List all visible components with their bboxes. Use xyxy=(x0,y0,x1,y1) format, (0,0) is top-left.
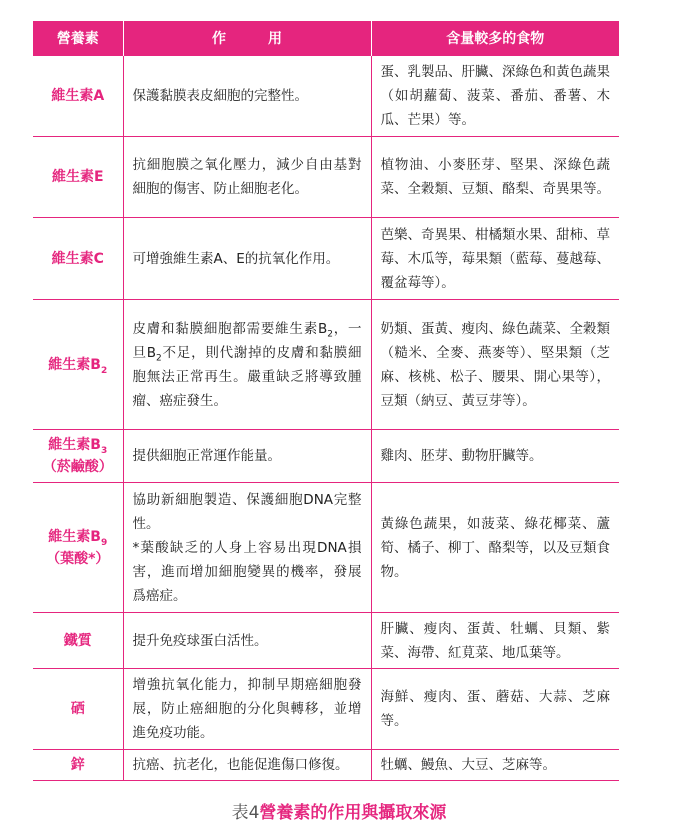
table-row xyxy=(33,137,619,218)
table-row xyxy=(33,483,619,613)
nutrient-function: 皮膚和黏膜細胞都需要維生素$B_2$，一旦$B_2$不足，則代謝掉的皮膚和黏膜細胞無法正常再生。嚴重缺乏將導致腫瘤、癌症發生。 xyxy=(123,300,371,430)
nutrient-function: 抗細胞膜之氧化壓力，減少自由基對細胞的傷害、防止細胞老化。 xyxy=(123,137,371,218)
table-row xyxy=(33,669,619,750)
nutrient-foods: 蛋、乳製品、肝臟、深綠色和黃色蔬果（如胡蘿蔔、菠菜、番茄、番薯、木瓜、芒果）等。 xyxy=(371,56,619,137)
header-function: 作 用 xyxy=(123,21,371,56)
nutrient-function: 保護黏膜表皮細胞的完整性。 xyxy=(123,56,371,137)
table-row xyxy=(33,56,619,137)
nutrient-foods: 牡蠣、鰻魚、大豆、芝麻等。 xyxy=(371,750,619,781)
nutrient-table xyxy=(33,21,619,781)
nutrient-foods: 雞肉、胚芽、動物肝臟等。 xyxy=(371,430,619,483)
nutrient-alias: （菸鹼酸） xyxy=(42,459,113,475)
table-row xyxy=(33,750,619,781)
nutrient-name: 維生素A xyxy=(33,56,123,137)
table-row xyxy=(33,613,619,669)
table-caption xyxy=(0,798,678,823)
nutrient-function: 提升免疫球蛋白活性。 xyxy=(123,613,371,669)
nutrient-function: 抗癌、抗老化，也能促進傷口修復。 xyxy=(123,750,371,781)
nutrient-name: 維生素$B_3$ （菸鹼酸） xyxy=(33,430,123,483)
table-header-row xyxy=(33,21,619,56)
caption-number: 表4 xyxy=(231,803,260,823)
nutrient-name: 鋅 xyxy=(33,750,123,781)
nutrient-function: 協助新細胞製造、保護細胞DNA完整性。 *葉酸缺乏的人身上容易出現DNA損害，進而增加細胞變異的機率，發展爲癌症。 xyxy=(123,483,371,613)
nutrient-foods: 海鮮、瘦肉、蛋、蘑菇、大蒜、芝麻等。 xyxy=(371,669,619,750)
nutrient-foods: 肝臟、瘦肉、蛋黃、牡蠣、貝類、紫菜、海帶、紅莧菜、地瓜葉等。 xyxy=(371,613,619,669)
nutrient-foods: 黃綠色蔬果，如菠菜、綠花椰菜、蘆筍、橘子、柳丁、酪梨等，以及豆類食物。 xyxy=(371,483,619,613)
nutrient-name: 維生素E xyxy=(33,137,123,218)
table-row xyxy=(33,218,619,300)
footnote: *葉酸缺乏的人身上容易出現DNA損害，進而增加細胞變異的機率，發展爲癌症。 xyxy=(132,539,362,604)
nutrient-table-container xyxy=(33,21,619,781)
caption-title: 營養素的作用與攝取來源 xyxy=(259,803,447,823)
nutrient-name: 維生素C xyxy=(33,218,123,300)
nutrient-name: 維生素$B_2$ xyxy=(33,300,123,430)
header-foods: 含量較多的食物 xyxy=(371,21,619,56)
nutrient-foods: 植物油、小麥胚芽、堅果、深綠色蔬菜、全穀類、豆類、酪梨、奇異果等。 xyxy=(371,137,619,218)
nutrient-name: 鐵質 xyxy=(33,613,123,669)
table-row xyxy=(33,300,619,430)
header-nutrient: 營養素 xyxy=(33,21,123,56)
nutrient-name: 維生素$B_9$ （葉酸*） xyxy=(33,483,123,613)
nutrient-foods: 芭樂、奇異果、柑橘類水果、甜柿、草莓、木瓜等，莓果類（藍莓、蔓越莓、覆盆莓等）。 xyxy=(371,218,619,300)
nutrient-function: 可增強維生素A、E的抗氧化作用。 xyxy=(123,218,371,300)
nutrient-foods: 奶類、蛋黃、瘦肉、綠色蔬菜、全穀類（糙米、全麥、燕麥等）、堅果類（芝麻、核桃、松子、腰果、開心果等），豆類（納豆、黃豆芽等）。 xyxy=(371,300,619,430)
table-row xyxy=(33,430,619,483)
nutrient-function: 提供細胞正常運作能量。 xyxy=(123,430,371,483)
nutrient-name: 硒 xyxy=(33,669,123,750)
nutrient-function: 增強抗氧化能力，抑制早期癌細胞發展，防止癌細胞的分化與轉移，並增進免疫功能。 xyxy=(123,669,371,750)
nutrient-alias: （葉酸*） xyxy=(46,550,110,567)
